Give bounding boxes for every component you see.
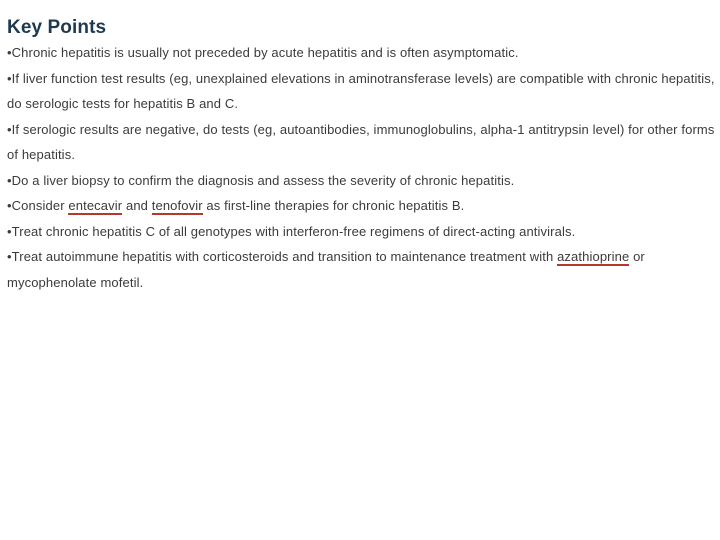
key-point	[7, 40, 717, 66]
key-point	[7, 193, 717, 219]
entecavir-link[interactable]: entecavir	[68, 198, 123, 213]
azathioprine-link[interactable]: azathioprine	[557, 249, 630, 264]
key-point	[7, 244, 717, 295]
point-text: •Chronic hepatitis is usually not preceded by acute hepatitis and is often asymptomatic.	[7, 45, 519, 60]
key-points-list	[7, 40, 717, 295]
key-point	[7, 168, 717, 194]
key-point	[7, 117, 717, 168]
tenofovir-link[interactable]: tenofovir	[151, 198, 203, 213]
point-text: •Consider	[7, 198, 69, 213]
slide-title: Key Points	[7, 17, 107, 38]
point-text: •Treat autoimmune hepatitis with corticosteroids and transition to maintenance treatment with	[7, 249, 558, 264]
point-text: •Do a liver biopsy to confirm the diagnosis and assess the severity of chronic hepatitis.	[7, 172, 515, 188]
point-text: and	[122, 198, 152, 213]
point-text: •If liver function test results (eg, unexplained elevations in aminotransferase levels) are compatible with chronic hepatitis, do serologic tests for hepatitis B and C.	[7, 70, 715, 111]
point-text: or mycophenolate mofetil.	[7, 249, 645, 290]
point-text: •Treat chronic hepatitis C of all genotypes with interferon-free regimens of direct-acting antivirals.	[7, 223, 576, 239]
point-text: as first-line therapies for chronic hepatitis B.	[202, 198, 465, 213]
key-point	[7, 66, 717, 117]
point-text: •If serologic results are negative, do tests (eg, autoantibodies, immunoglobulins, alpha-1 antitrypsin level) for other forms of hepatitis.	[7, 121, 715, 162]
key-point	[7, 219, 717, 245]
